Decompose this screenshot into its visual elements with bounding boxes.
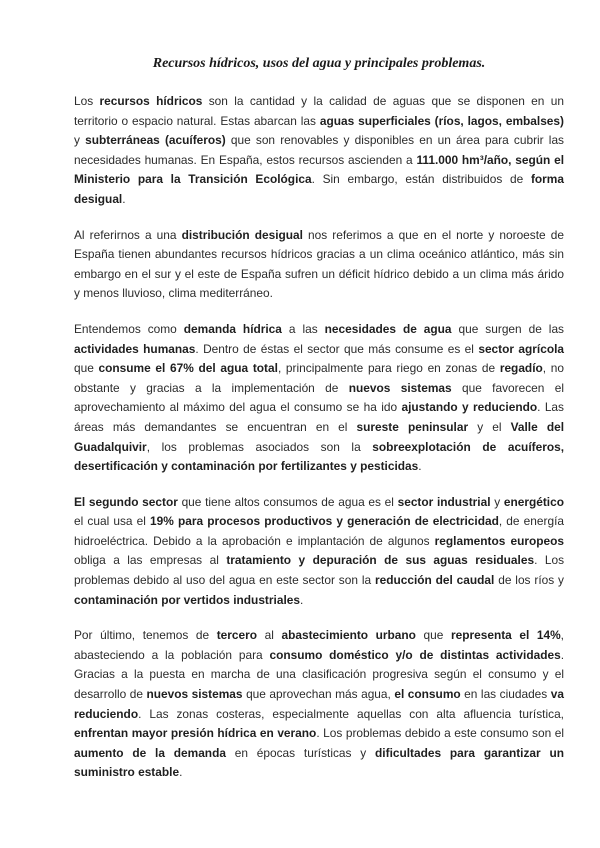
bold-text-run: reducción del caudal (374, 573, 495, 588)
bold-text-run: El segundo sector (74, 494, 178, 509)
text-run: Entendemos como (74, 321, 184, 336)
bold-text-run: enfrentan mayor presión hídrica en verano (74, 726, 317, 741)
text-run: , principalmente para riego en zonas de (277, 361, 500, 376)
paragraph-abastecimiento-urbano (74, 626, 564, 783)
text-run: el cual usa el (74, 514, 151, 529)
text-run: Los (74, 94, 100, 108)
bold-text-run: subterráneas (acuíferos) (85, 133, 226, 148)
text-run: . Dentro de éstas el sector que más consume es el (195, 341, 479, 356)
paragraph-distribucion-desigual (74, 226, 564, 304)
bold-text-run: nuevos sistemas (146, 687, 243, 702)
text-run: , no obstante y gracias a la implementación de (74, 361, 564, 395)
bold-text-run: nuevos sistemas (348, 380, 452, 395)
bold-text-run: ajustando y reduciendo (401, 400, 538, 415)
text-run: y el (468, 419, 511, 434)
bold-text-run: actividades humanas (74, 341, 196, 356)
text-run: son la cantidad y la calidad de aguas que se disponen en un territorio o espacio natural. Estas abarcan las (74, 94, 564, 128)
text-run: que (415, 628, 451, 643)
bold-text-run: recursos hídricos (99, 94, 203, 108)
text-run: Por último, tenemos de (74, 628, 217, 643)
bold-text-run: reglamentos europeos (434, 533, 565, 548)
bold-text-run: necesidades de agua (324, 321, 452, 336)
bold-text-run: aumento de la demanda (74, 745, 226, 760)
text-run: que son renovables y disponibles en un área para cubrir las necesidades humanas. En España, estos recursos ascienden a (74, 133, 564, 167)
text-run: . Sin embargo, están distribuidos de (311, 172, 531, 187)
text-run: . (418, 459, 422, 474)
text-run: en épocas turísticas y (225, 745, 376, 760)
text-run: a las (281, 321, 325, 336)
text-run: . (179, 765, 183, 780)
document-title: Recursos hídricos, usos del agua y principales problemas. (152, 56, 486, 71)
bold-text-run: sobreexplotación de acuíferos, desertificación y contaminación por fertilizantes y pesticidas (74, 439, 565, 474)
bold-text-run: representa el 14% (450, 628, 561, 643)
text-run: que surgen de las (451, 321, 564, 336)
text-run: , los problemas asociados son la (146, 439, 373, 454)
text-run: Al referirnos a una (74, 227, 182, 242)
bold-text-run: abastecimiento urbano (281, 628, 416, 643)
text-run: , abasteciendo a la población para (74, 628, 564, 662)
bold-text-run: distribución desigual (181, 227, 303, 242)
text-run: , de energía hidroeléctrica. Debido a la aprobación e implantación de algunos (74, 514, 564, 548)
paragraph-recursos-hidricos (74, 92, 564, 210)
paragraph-sector-industrial (74, 493, 564, 611)
text-run: obliga a las empresas al (74, 553, 227, 568)
bold-text-run: el consumo (394, 687, 461, 702)
bold-text-run: 19% para procesos productivos y generación de electricidad (150, 514, 499, 529)
bold-text-run: Valle del Guadalquivir (74, 419, 565, 454)
text-run: de los ríos y (494, 573, 564, 588)
bold-text-run: consumo doméstico y/o de distintas actividades (269, 647, 561, 662)
bold-text-run: va reduciendo (74, 687, 564, 721)
bold-text-run: 111.000 hm³/año, según el Ministerio para la Transición Ecológica (74, 152, 564, 187)
bold-text-run: dificultades para garantizar un suministro estable (74, 745, 564, 780)
text-run: y (490, 494, 504, 509)
bold-text-run: sector agrícola (478, 341, 565, 356)
bold-text-run: contaminación por vertidos industriales (74, 592, 300, 607)
text-run: en las ciudades (460, 687, 551, 702)
text-run: que tiene altos consumos de agua es el (177, 494, 398, 509)
text-run: que aprovechan más agua, (242, 687, 395, 702)
paragraph-demanda-agricola (74, 320, 564, 477)
bold-text-run: regadío (499, 361, 543, 376)
text-run: y (74, 133, 86, 148)
text-run: que favorecen el aprovechamiento al máximo del agua el consumo se ha ido (74, 380, 564, 415)
bold-text-run: tratamiento y depuración de sus aguas residuales (226, 553, 535, 568)
text-run: nos referimos a que en el norte y noroeste de España tienen abundantes recursos hídricos gracias a un clima oceánico atlántico, más sin embargo en el sur y el este de España sufren un déficit hídrico debido a un clima más árido y menos lluvioso, clima mediterráneo. (74, 227, 564, 301)
text-run: . Las áreas más demandantes se encuentran en el (74, 400, 564, 434)
bold-text-run: forma desigual (74, 172, 564, 206)
text-run: al (257, 628, 282, 643)
bold-text-run: tercero (216, 628, 258, 643)
text-run: . Los problemas debido al uso del agua en este sector son la (74, 553, 565, 588)
text-run: . Gracias a la puesta en marcha de una clasificación progresiva según el consumo y el desarrollo de (74, 647, 564, 702)
bold-text-run: consume el 67% del agua total (98, 361, 278, 376)
bold-text-run: energético (503, 494, 564, 509)
bold-text-run: sector industrial (397, 494, 491, 509)
bold-text-run: aguas superficiales (ríos, lagos, embalses) (319, 113, 564, 128)
text-run: . Los problemas debido a este consumo son el (316, 726, 564, 741)
bold-text-run: demanda hídrica (183, 321, 282, 336)
text-run: . Las zonas costeras, especialmente aquellas con alta afluencia turística, (138, 706, 564, 721)
text-run: que (74, 361, 99, 376)
text-run: . (122, 191, 126, 206)
text-run: . (299, 592, 304, 607)
bold-text-run: sureste peninsular (356, 419, 469, 434)
